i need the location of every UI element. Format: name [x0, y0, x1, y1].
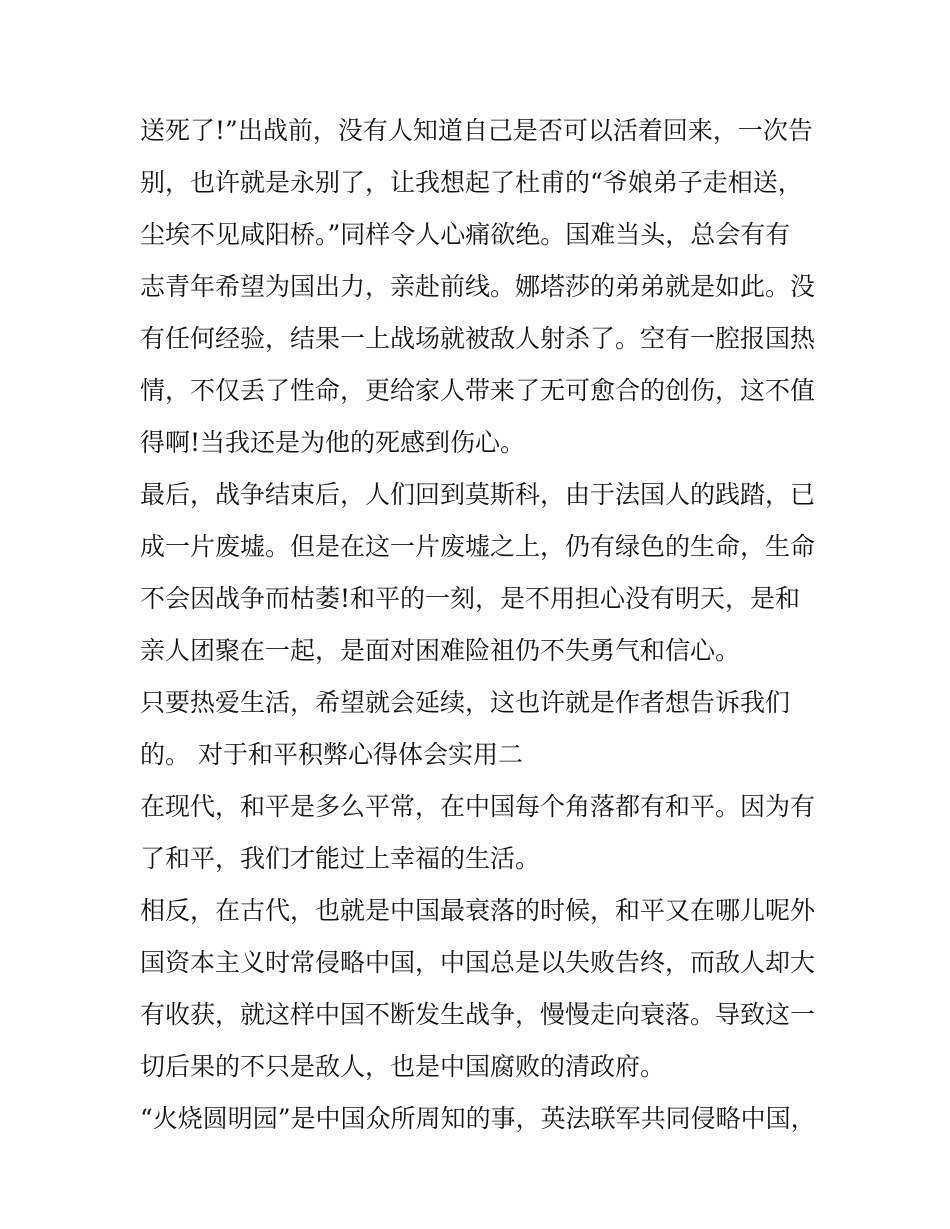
text-line: 了和平，我们才能过上幸福的生活。 — [140, 844, 541, 873]
text-line: 有收获，就这样中国不断发生战争，慢慢走向衰落。导致这一 — [140, 1000, 816, 1029]
text-line: “火烧圆明园”是中国众所周知的事，英法联军共同侵略中国， — [140, 1104, 816, 1133]
text-line: 情，不仅丢了性命，更给家人带来了无可愈合的创伤，这不值 — [140, 376, 816, 405]
section-heading-line: 的。 对于和平积弊心得体会实用二 — [140, 740, 523, 769]
text-line: 相反，在古代，也就是中国最衰落的时候，和平又在哪儿呢外 — [140, 896, 816, 925]
text-line: 切后果的不只是敌人，也是中国腐败的清政府。 — [140, 1052, 666, 1081]
text-line: 送死了!”出战前，没有人知道自己是否可以活着回来，一次告 — [140, 116, 813, 145]
text-line: 尘埃不见咸阳桥。”同样令人心痛欲绝。国难当头，总会有有 — [140, 220, 791, 249]
text-line: 在现代，和平是多么平常，在中国每个角落都有和平。因为有 — [140, 792, 816, 821]
text-line: 国资本主义时常侵略中国，中国总是以失败告终，而敌人却大 — [140, 948, 816, 977]
text-line: 亲人团聚在一起，是面对困难险祖仍不失勇气和信心。 — [140, 636, 741, 665]
text-line: 得啊!当我还是为他的死感到伤心。 — [140, 428, 526, 457]
text-line: 有任何经验，结果一上战场就被敌人射杀了。空有一腔报国热 — [140, 324, 816, 353]
body-text — [140, 105, 820, 1145]
text-line: 志青年希望为国出力，亲赴前线。娜塔莎的弟弟就是如此。没 — [140, 272, 816, 301]
text-line: 只要热爱生活，希望就会延续，这也许就是作者想告诉我们 — [140, 688, 791, 717]
text-line: 成一片废墟。但是在这一片废墟之上，仍有绿色的生命，生命 — [140, 532, 816, 561]
text-line: 不会因战争而枯萎!和平的一刻，是不用担心没有明天，是和 — [140, 584, 801, 613]
text-line: 别，也许就是永别了，让我想起了杜甫的“爷娘弟子走相送， — [140, 168, 803, 197]
text-line: 最后，战争结束后，人们回到莫斯科，由于法国人的践踏，已 — [140, 480, 816, 509]
